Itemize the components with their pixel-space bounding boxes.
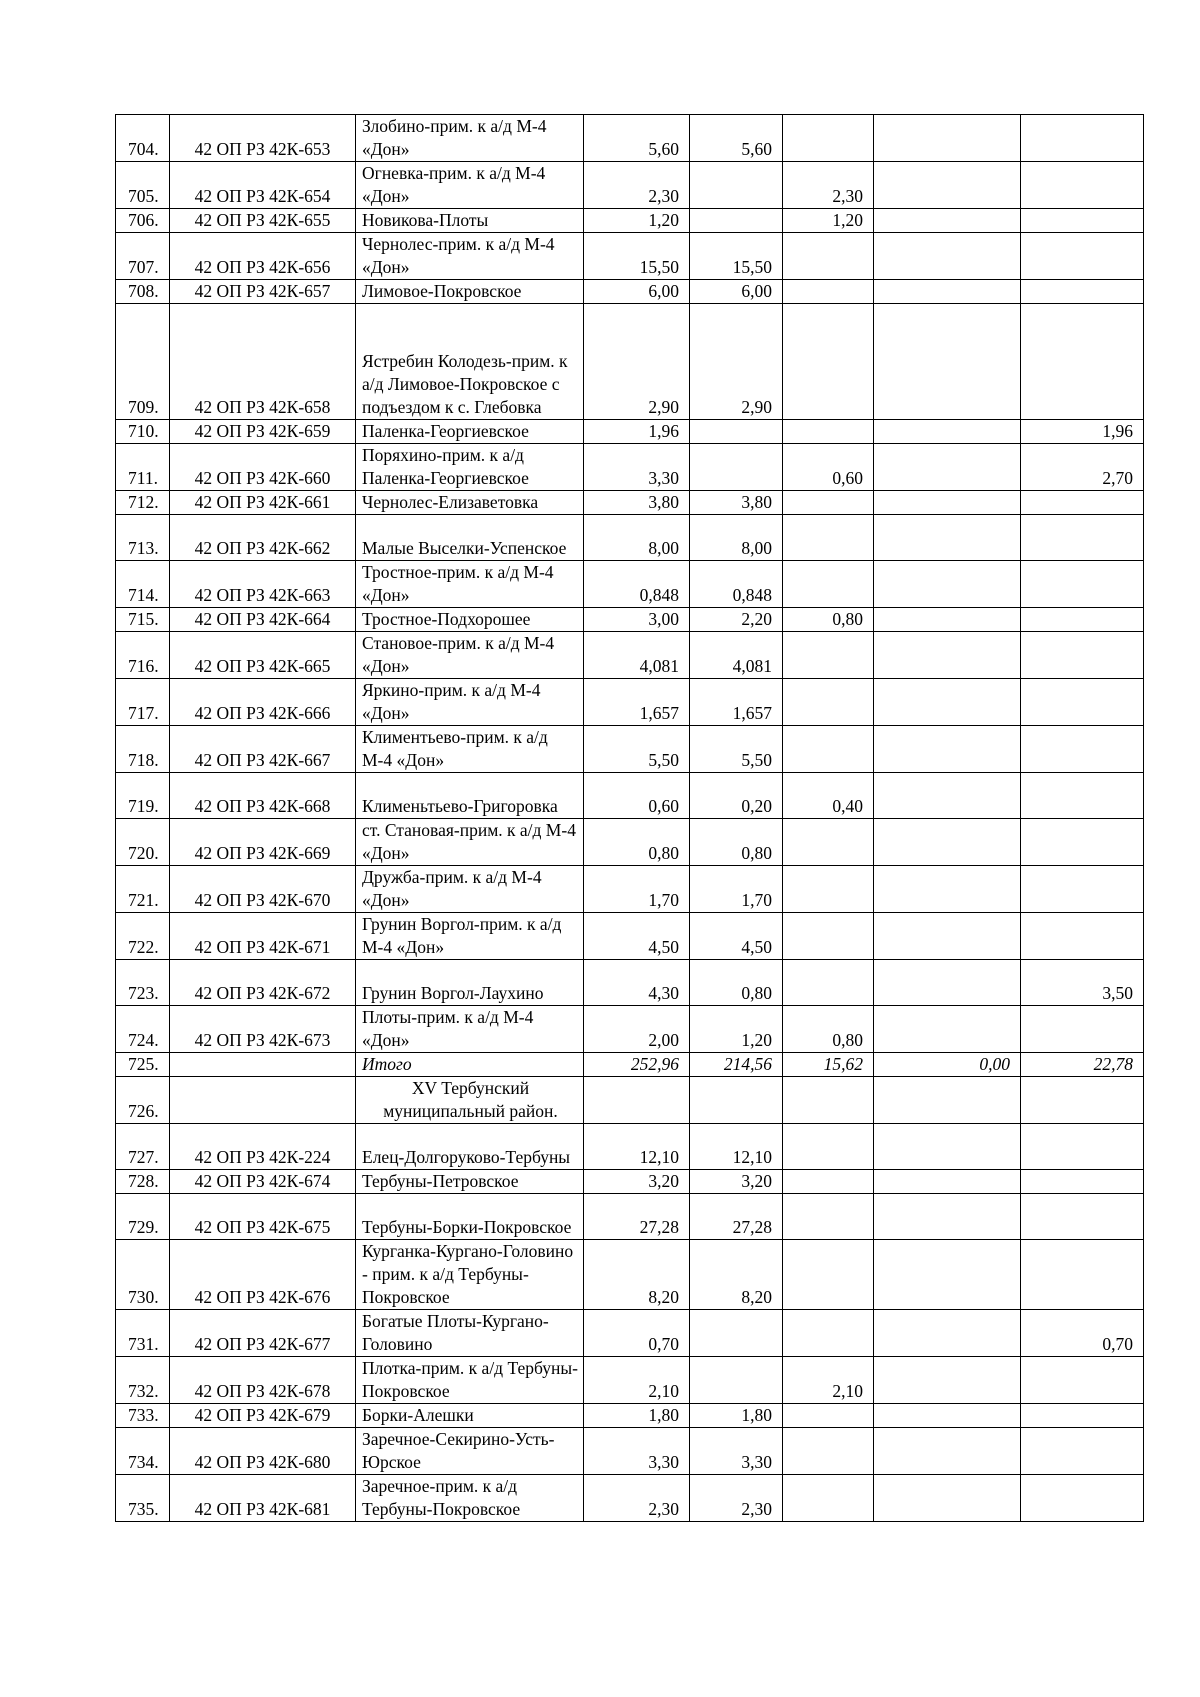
- length-value-2: 4,50: [690, 913, 783, 960]
- road-name: Чернолес-прим. к а/д М-4 «Дон»: [356, 233, 584, 280]
- road-code: 42 ОП РЗ 42К-679: [170, 1404, 356, 1428]
- length-value-1: 0,70: [584, 1310, 690, 1357]
- length-value-4: [874, 280, 1021, 304]
- road-code: 42 ОП РЗ 42К-672: [170, 960, 356, 1006]
- row-number: 719.: [116, 773, 170, 819]
- length-value-2: 0,848: [690, 561, 783, 608]
- length-value-1: 1,657: [584, 679, 690, 726]
- length-value-5: [1021, 608, 1144, 632]
- row-number: 728.: [116, 1170, 170, 1194]
- length-value-4: [874, 209, 1021, 233]
- length-value-4: [874, 162, 1021, 209]
- road-name: Малые Выселки-Успенское: [356, 515, 584, 561]
- length-value-4: [874, 304, 1021, 420]
- road-name: Курганка-Кургано-Головино - прим. к а/д Тербуны-Покровское: [356, 1240, 584, 1310]
- length-value-5: [1021, 162, 1144, 209]
- length-value-2: [690, 1310, 783, 1357]
- row-number: 720.: [116, 819, 170, 866]
- row-number: 727.: [116, 1124, 170, 1170]
- roads-table: [115, 114, 1144, 1522]
- length-value-5: [1021, 561, 1144, 608]
- row-number: 725.: [116, 1053, 170, 1077]
- length-value-5: 0,70: [1021, 1310, 1144, 1357]
- length-value-3: [783, 726, 874, 773]
- row-number: 734.: [116, 1428, 170, 1475]
- length-value-2: 8,00: [690, 515, 783, 561]
- length-value-2: [690, 162, 783, 209]
- row-number: 708.: [116, 280, 170, 304]
- length-value-1: 5,50: [584, 726, 690, 773]
- road-code: 42 ОП РЗ 42К-653: [170, 115, 356, 162]
- road-code: 42 ОП РЗ 42К-681: [170, 1475, 356, 1522]
- table-row: [116, 209, 1144, 233]
- road-name: ст. Становая-прим. к а/д М-4 «Дон»: [356, 819, 584, 866]
- table-row: [116, 444, 1144, 491]
- length-value-2: [690, 1077, 783, 1124]
- length-value-1: 1,80: [584, 1404, 690, 1428]
- length-value-3: 15,62: [783, 1053, 874, 1077]
- length-value-1: 6,00: [584, 280, 690, 304]
- length-value-3: [783, 1077, 874, 1124]
- length-value-3: [783, 491, 874, 515]
- table-row: [116, 1310, 1144, 1357]
- length-value-4: [874, 773, 1021, 819]
- road-code: 42 ОП РЗ 42К-656: [170, 233, 356, 280]
- length-value-5: [1021, 491, 1144, 515]
- road-code: 42 ОП РЗ 42К-670: [170, 866, 356, 913]
- length-value-1: 0,80: [584, 819, 690, 866]
- table-body: [116, 115, 1144, 1522]
- length-value-4: [874, 608, 1021, 632]
- length-value-5: [1021, 1006, 1144, 1053]
- length-value-3: 0,40: [783, 773, 874, 819]
- length-value-4: [874, 819, 1021, 866]
- row-number: 712.: [116, 491, 170, 515]
- length-value-5: [1021, 1170, 1144, 1194]
- length-value-2: 214,56: [690, 1053, 783, 1077]
- road-code: 42 ОП РЗ 42К-671: [170, 913, 356, 960]
- length-value-1: 252,96: [584, 1053, 690, 1077]
- length-value-5: [1021, 1240, 1144, 1310]
- road-name: Тербуны-Борки-Покровское: [356, 1194, 584, 1240]
- road-name: Дружба-прим. к а/д М-4 «Дон»: [356, 866, 584, 913]
- length-value-2: 15,50: [690, 233, 783, 280]
- row-number: 722.: [116, 913, 170, 960]
- road-name: Клименьтьево-Григоровка: [356, 773, 584, 819]
- road-name: Грунин Воргол-прим. к а/д М-4 «Дон»: [356, 913, 584, 960]
- length-value-3: 0,80: [783, 608, 874, 632]
- row-number: 714.: [116, 561, 170, 608]
- length-value-1: 15,50: [584, 233, 690, 280]
- road-name: Климентьево-прим. к а/д М-4 «Дон»: [356, 726, 584, 773]
- road-name: Поряхино-прим. к а/д Паленка-Георгиевское: [356, 444, 584, 491]
- length-value-4: [874, 561, 1021, 608]
- length-value-3: [783, 1240, 874, 1310]
- length-value-1: 1,70: [584, 866, 690, 913]
- length-value-5: [1021, 1194, 1144, 1240]
- length-value-4: [874, 679, 1021, 726]
- length-value-3: [783, 420, 874, 444]
- length-value-2: [690, 420, 783, 444]
- length-value-2: 27,28: [690, 1194, 783, 1240]
- row-number: 730.: [116, 1240, 170, 1310]
- length-value-5: 22,78: [1021, 1053, 1144, 1077]
- table-row: [116, 561, 1144, 608]
- length-value-4: [874, 913, 1021, 960]
- length-value-4: [874, 1310, 1021, 1357]
- length-value-5: [1021, 515, 1144, 561]
- row-number: 717.: [116, 679, 170, 726]
- table-row: [116, 1170, 1144, 1194]
- table-row: [116, 1357, 1144, 1404]
- length-value-4: [874, 115, 1021, 162]
- row-number: 706.: [116, 209, 170, 233]
- road-name: Огневка-прим. к а/д М-4 «Дон»: [356, 162, 584, 209]
- length-value-1: 2,10: [584, 1357, 690, 1404]
- road-code: 42 ОП РЗ 42К-662: [170, 515, 356, 561]
- length-value-3: [783, 1428, 874, 1475]
- road-code: 42 ОП РЗ 42К-659: [170, 420, 356, 444]
- length-value-1: 2,90: [584, 304, 690, 420]
- length-value-2: 4,081: [690, 632, 783, 679]
- length-value-1: 1,20: [584, 209, 690, 233]
- length-value-5: [1021, 1124, 1144, 1170]
- length-value-4: [874, 420, 1021, 444]
- length-value-4: [874, 1404, 1021, 1428]
- table-row: [116, 491, 1144, 515]
- road-name: Борки-Алешки: [356, 1404, 584, 1428]
- road-code: 42 ОП РЗ 42К-675: [170, 1194, 356, 1240]
- length-value-4: [874, 726, 1021, 773]
- length-value-2: 5,60: [690, 115, 783, 162]
- road-code: 42 ОП РЗ 42К-676: [170, 1240, 356, 1310]
- length-value-3: 2,10: [783, 1357, 874, 1404]
- length-value-1: 8,00: [584, 515, 690, 561]
- length-value-3: [783, 1124, 874, 1170]
- row-number: 715.: [116, 608, 170, 632]
- row-number: 724.: [116, 1006, 170, 1053]
- row-number: 718.: [116, 726, 170, 773]
- length-value-2: 0,80: [690, 960, 783, 1006]
- length-value-1: 0,60: [584, 773, 690, 819]
- document-page: [115, 114, 1144, 1522]
- row-number: 710.: [116, 420, 170, 444]
- length-value-1: 2,30: [584, 1475, 690, 1522]
- table-row: [116, 679, 1144, 726]
- road-name: Грунин Воргол-Лаухино: [356, 960, 584, 1006]
- road-code: 42 ОП РЗ 42К-665: [170, 632, 356, 679]
- table-row: [116, 304, 1144, 420]
- length-value-1: 3,00: [584, 608, 690, 632]
- road-name: Заречное-Секирино-Усть-Юрское: [356, 1428, 584, 1475]
- road-name: Новикова-Плоты: [356, 209, 584, 233]
- length-value-1: 3,30: [584, 1428, 690, 1475]
- length-value-1: 3,20: [584, 1170, 690, 1194]
- length-value-3: [783, 632, 874, 679]
- road-code: 42 ОП РЗ 42К-654: [170, 162, 356, 209]
- table-row: [116, 608, 1144, 632]
- length-value-3: [783, 515, 874, 561]
- length-value-5: [1021, 304, 1144, 420]
- length-value-5: [1021, 1357, 1144, 1404]
- length-value-4: [874, 491, 1021, 515]
- road-code: 42 ОП РЗ 42К-666: [170, 679, 356, 726]
- length-value-2: 2,90: [690, 304, 783, 420]
- length-value-3: [783, 1170, 874, 1194]
- length-value-5: 2,70: [1021, 444, 1144, 491]
- table-row: [116, 960, 1144, 1006]
- length-value-2: 1,70: [690, 866, 783, 913]
- length-value-3: 2,30: [783, 162, 874, 209]
- road-code: [170, 1053, 356, 1077]
- length-value-2: 1,80: [690, 1404, 783, 1428]
- length-value-5: [1021, 115, 1144, 162]
- table-row: [116, 280, 1144, 304]
- road-code: 42 ОП РЗ 42К-680: [170, 1428, 356, 1475]
- road-code: 42 ОП РЗ 42К-657: [170, 280, 356, 304]
- length-value-4: [874, 444, 1021, 491]
- table-row: [116, 115, 1144, 162]
- length-value-1: 0,848: [584, 561, 690, 608]
- table-row: [116, 420, 1144, 444]
- table-row: [116, 233, 1144, 280]
- length-value-2: 3,30: [690, 1428, 783, 1475]
- row-number: 723.: [116, 960, 170, 1006]
- length-value-1: 1,96: [584, 420, 690, 444]
- length-value-5: [1021, 679, 1144, 726]
- length-value-5: [1021, 280, 1144, 304]
- row-number: 713.: [116, 515, 170, 561]
- table-row: [116, 913, 1144, 960]
- table-row: [116, 1194, 1144, 1240]
- road-code: 42 ОП РЗ 42К-677: [170, 1310, 356, 1357]
- length-value-3: [783, 866, 874, 913]
- road-code: 42 ОП РЗ 42К-660: [170, 444, 356, 491]
- row-number: 709.: [116, 304, 170, 420]
- length-value-1: 4,081: [584, 632, 690, 679]
- length-value-4: [874, 1357, 1021, 1404]
- length-value-5: [1021, 1077, 1144, 1124]
- road-name: Ястребин Колодезь-прим. к а/д Лимовое-Покровское с подъездом к с. Глебовка: [356, 304, 584, 420]
- length-value-5: [1021, 1404, 1144, 1428]
- road-name: Плоты-прим. к а/д М-4 «Дон»: [356, 1006, 584, 1053]
- road-name: XV Тербунский муниципальный район.: [356, 1077, 584, 1124]
- length-value-2: [690, 209, 783, 233]
- table-row: [116, 162, 1144, 209]
- length-value-5: [1021, 866, 1144, 913]
- length-value-2: 3,20: [690, 1170, 783, 1194]
- row-number: 733.: [116, 1404, 170, 1428]
- length-value-2: 0,80: [690, 819, 783, 866]
- road-name: Тростное-прим. к а/д М-4 «Дон»: [356, 561, 584, 608]
- length-value-5: [1021, 913, 1144, 960]
- table-row: [116, 866, 1144, 913]
- length-value-5: [1021, 726, 1144, 773]
- table-row: [116, 1475, 1144, 1522]
- length-value-4: [874, 515, 1021, 561]
- length-value-1: 2,00: [584, 1006, 690, 1053]
- table-row: [116, 1404, 1144, 1428]
- row-number: 729.: [116, 1194, 170, 1240]
- road-name: Тербуны-Петровское: [356, 1170, 584, 1194]
- row-number: 707.: [116, 233, 170, 280]
- length-value-4: [874, 1006, 1021, 1053]
- row-number: 705.: [116, 162, 170, 209]
- length-value-4: [874, 1077, 1021, 1124]
- road-code: 42 ОП РЗ 42К-664: [170, 608, 356, 632]
- road-name: Чернолес-Елизаветовка: [356, 491, 584, 515]
- length-value-3: [783, 1475, 874, 1522]
- road-name: Богатые Плоты-Кургано-Головино: [356, 1310, 584, 1357]
- table-row: [116, 1006, 1144, 1053]
- road-name: Паленка-Георгиевское: [356, 420, 584, 444]
- table-row: [116, 1428, 1144, 1475]
- road-name: Елец-Долгоруково-Тербуны: [356, 1124, 584, 1170]
- table-row: [116, 1240, 1144, 1310]
- length-value-2: 2,20: [690, 608, 783, 632]
- road-code: 42 ОП РЗ 42К-663: [170, 561, 356, 608]
- road-name: Тростное-Подхорошее: [356, 608, 584, 632]
- length-value-3: [783, 679, 874, 726]
- length-value-2: 12,10: [690, 1124, 783, 1170]
- length-value-3: [783, 233, 874, 280]
- road-code: [170, 1077, 356, 1124]
- length-value-5: [1021, 632, 1144, 679]
- length-value-5: [1021, 209, 1144, 233]
- length-value-3: [783, 1194, 874, 1240]
- length-value-3: [783, 819, 874, 866]
- road-code: 42 ОП РЗ 42К-673: [170, 1006, 356, 1053]
- row-number: 716.: [116, 632, 170, 679]
- length-value-4: [874, 960, 1021, 1006]
- road-code: 42 ОП РЗ 42К-655: [170, 209, 356, 233]
- length-value-5: 3,50: [1021, 960, 1144, 1006]
- length-value-1: 12,10: [584, 1124, 690, 1170]
- road-code: 42 ОП РЗ 42К-658: [170, 304, 356, 420]
- length-value-4: 0,00: [874, 1053, 1021, 1077]
- length-value-1: [584, 1077, 690, 1124]
- length-value-5: [1021, 1475, 1144, 1522]
- length-value-5: 1,96: [1021, 420, 1144, 444]
- length-value-2: 1,657: [690, 679, 783, 726]
- length-value-2: 6,00: [690, 280, 783, 304]
- table-row: [116, 515, 1144, 561]
- length-value-2: 5,50: [690, 726, 783, 773]
- length-value-4: [874, 1124, 1021, 1170]
- length-value-2: 2,30: [690, 1475, 783, 1522]
- length-value-4: [874, 632, 1021, 679]
- row-number: 721.: [116, 866, 170, 913]
- length-value-4: [874, 233, 1021, 280]
- table-row: [116, 1124, 1144, 1170]
- length-value-2: [690, 1357, 783, 1404]
- row-number: 711.: [116, 444, 170, 491]
- length-value-2: 3,80: [690, 491, 783, 515]
- length-value-1: 27,28: [584, 1194, 690, 1240]
- row-number: 704.: [116, 115, 170, 162]
- length-value-3: 0,60: [783, 444, 874, 491]
- road-name: Яркино-прим. к а/д М-4 «Дон»: [356, 679, 584, 726]
- length-value-1: 4,30: [584, 960, 690, 1006]
- length-value-4: [874, 866, 1021, 913]
- road-name: Лимовое-Покровское: [356, 280, 584, 304]
- length-value-2: 8,20: [690, 1240, 783, 1310]
- road-name: Заречное-прим. к а/д Тербуны-Покровское: [356, 1475, 584, 1522]
- length-value-3: 1,20: [783, 209, 874, 233]
- length-value-5: [1021, 819, 1144, 866]
- road-code: 42 ОП РЗ 42К-668: [170, 773, 356, 819]
- length-value-3: 0,80: [783, 1006, 874, 1053]
- length-value-4: [874, 1428, 1021, 1475]
- length-value-1: 4,50: [584, 913, 690, 960]
- road-code: 42 ОП РЗ 42К-224: [170, 1124, 356, 1170]
- length-value-3: [783, 1404, 874, 1428]
- row-number: 735.: [116, 1475, 170, 1522]
- table-row: [116, 1053, 1144, 1077]
- length-value-2: 1,20: [690, 1006, 783, 1053]
- length-value-1: 3,80: [584, 491, 690, 515]
- table-row: [116, 726, 1144, 773]
- row-number: 726.: [116, 1077, 170, 1124]
- length-value-1: 3,30: [584, 444, 690, 491]
- road-name: Злобино-прим. к а/д М-4 «Дон»: [356, 115, 584, 162]
- road-name: Плотка-прим. к а/д Тербуны-Покровское: [356, 1357, 584, 1404]
- length-value-4: [874, 1194, 1021, 1240]
- row-number: 731.: [116, 1310, 170, 1357]
- length-value-3: [783, 561, 874, 608]
- road-code: 42 ОП РЗ 42К-661: [170, 491, 356, 515]
- road-code: 42 ОП РЗ 42К-667: [170, 726, 356, 773]
- length-value-2: 0,20: [690, 773, 783, 819]
- length-value-3: [783, 913, 874, 960]
- length-value-3: [783, 280, 874, 304]
- length-value-5: [1021, 1428, 1144, 1475]
- length-value-5: [1021, 773, 1144, 819]
- table-row: [116, 1077, 1144, 1124]
- length-value-4: [874, 1475, 1021, 1522]
- length-value-3: [783, 304, 874, 420]
- road-name: Становое-прим. к а/д М-4 «Дон»: [356, 632, 584, 679]
- length-value-4: [874, 1240, 1021, 1310]
- length-value-3: [783, 1310, 874, 1357]
- table-row: [116, 632, 1144, 679]
- length-value-4: [874, 1170, 1021, 1194]
- road-code: 42 ОП РЗ 42К-674: [170, 1170, 356, 1194]
- length-value-3: [783, 115, 874, 162]
- road-code: 42 ОП РЗ 42К-678: [170, 1357, 356, 1404]
- length-value-1: 8,20: [584, 1240, 690, 1310]
- road-code: 42 ОП РЗ 42К-669: [170, 819, 356, 866]
- row-number: 732.: [116, 1357, 170, 1404]
- length-value-3: [783, 960, 874, 1006]
- length-value-2: [690, 444, 783, 491]
- table-row: [116, 773, 1144, 819]
- road-name: Итого: [356, 1053, 584, 1077]
- length-value-1: 5,60: [584, 115, 690, 162]
- length-value-5: [1021, 233, 1144, 280]
- table-row: [116, 819, 1144, 866]
- length-value-1: 2,30: [584, 162, 690, 209]
